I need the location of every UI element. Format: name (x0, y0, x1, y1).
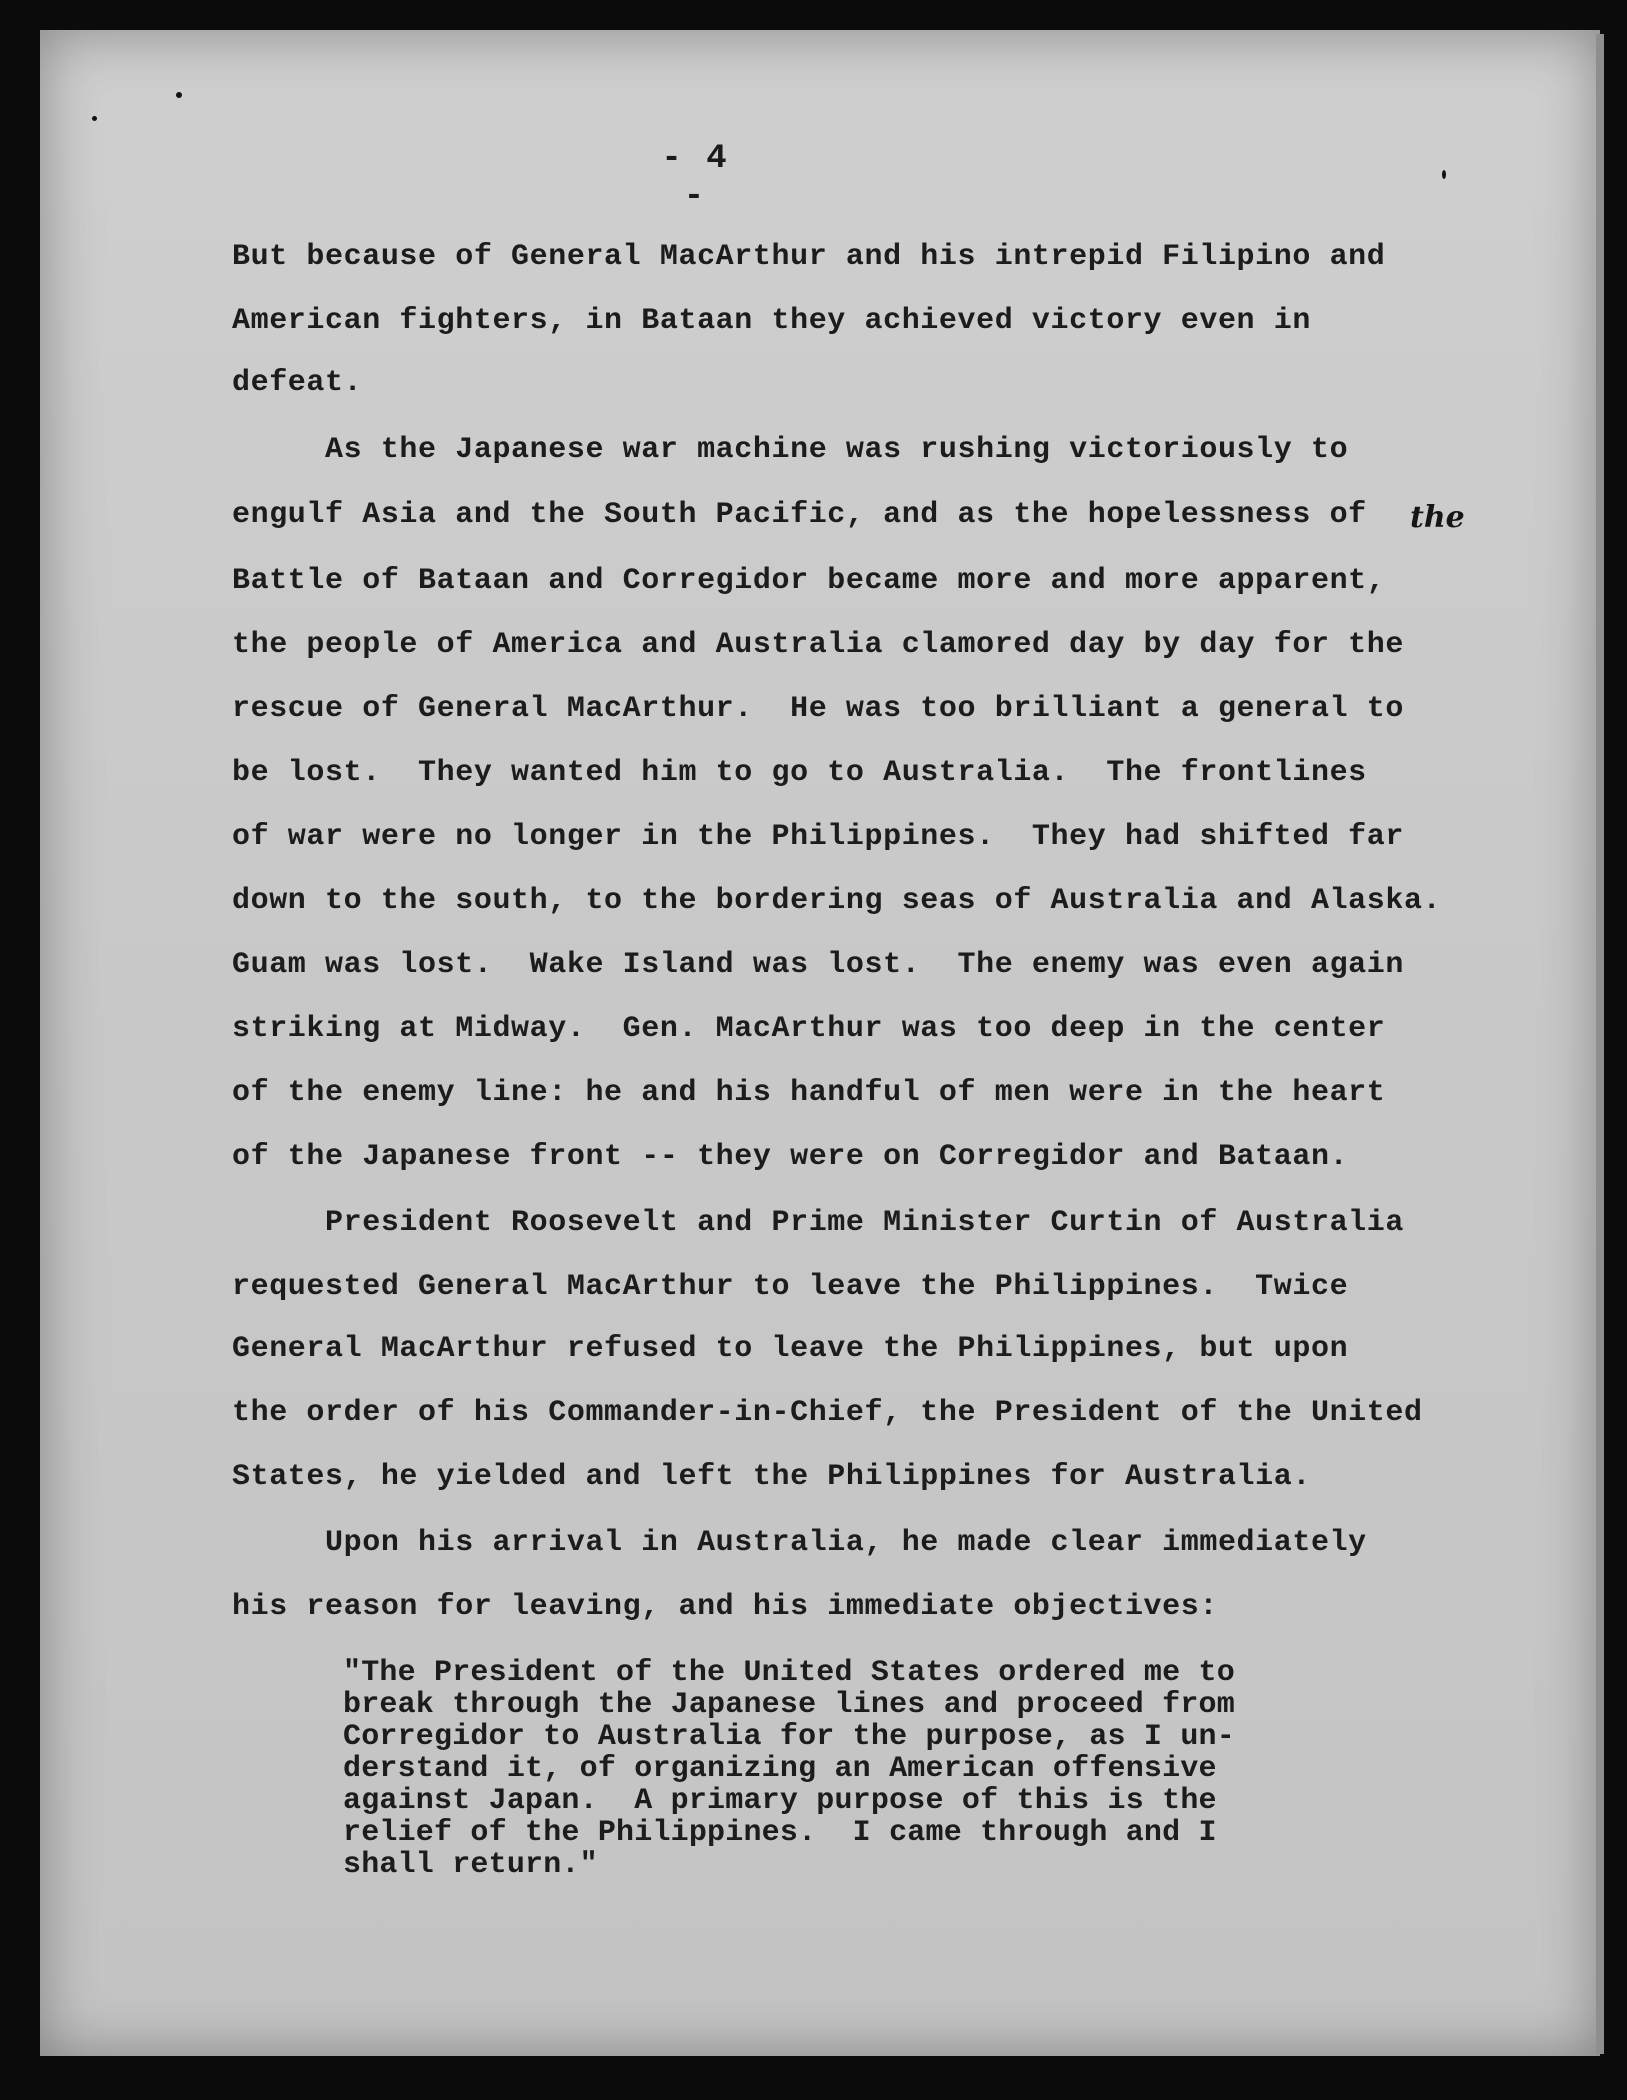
text-line: Battle of Bataan and Corregidor became more and more apparent, (232, 564, 1386, 598)
text-line: American fighters, in Bataan they achieved victory even in (232, 304, 1311, 338)
text-line: be lost. They wanted him to go to Australia. The frontlines (232, 756, 1367, 790)
speck-mark (92, 116, 97, 121)
text-line: States, he yielded and left the Philippines for Australia. (232, 1460, 1311, 1494)
page-number: - 4 - (661, 140, 729, 216)
quote-line: "The President of the United States ordered me to (343, 1656, 1235, 1690)
quote-line: against Japan. A primary purpose of this is the (343, 1784, 1217, 1818)
text-line: Guam was lost. Wake Island was lost. The enemy was even again (232, 948, 1404, 982)
quote-line: relief of the Philippines. I came through and I (343, 1816, 1217, 1850)
handwritten-insert: the (1410, 500, 1465, 535)
text-line: rescue of General MacArthur. He was too brilliant a general to (232, 692, 1404, 726)
speck-mark (176, 92, 182, 98)
quote-line: break through the Japanese lines and proceed from (343, 1688, 1235, 1722)
page-edge (1596, 34, 1604, 2054)
text-line: of the enemy line: he and his handful of men were in the heart (232, 1076, 1386, 1110)
text-line: of the Japanese front -- they were on Corregidor and Bataan. (232, 1140, 1349, 1174)
quote-line: derstand it, of organizing an American offensive (343, 1752, 1217, 1786)
text-line: the people of America and Australia clamored day by day for the (232, 628, 1404, 662)
quote-line: Corregidor to Australia for the purpose, as I un- (343, 1720, 1235, 1754)
text-line: of war were no longer in the Philippines. They had shifted far (232, 820, 1404, 854)
text-line: his reason for leaving, and his immediate objectives: (232, 1590, 1218, 1624)
text-line: striking at Midway. Gen. MacArthur was too deep in the center (232, 1012, 1386, 1046)
text-line: engulf Asia and the South Pacific, and as the hopelessness of (232, 498, 1367, 532)
text-line: down to the south, to the bordering seas of Australia and Alaska. (232, 884, 1442, 918)
text-line: President Roosevelt and Prime Minister Curtin of Australia (232, 1206, 1404, 1240)
text-line: the order of his Commander-in-Chief, the President of the United (232, 1396, 1423, 1430)
text-line: But because of General MacArthur and his intrepid Filipino and (232, 240, 1386, 274)
speck-mark (1442, 170, 1446, 179)
quote-line: shall return." (343, 1848, 598, 1882)
text-line: General MacArthur refused to leave the Philippines, but upon (232, 1332, 1349, 1366)
text-line: Upon his arrival in Australia, he made clear immediately (232, 1526, 1367, 1560)
text-line: defeat. (232, 366, 363, 400)
text-line: requested General MacArthur to leave the Philippines. Twice (232, 1270, 1349, 1304)
text-line: As the Japanese war machine was rushing victoriously to (232, 433, 1349, 467)
